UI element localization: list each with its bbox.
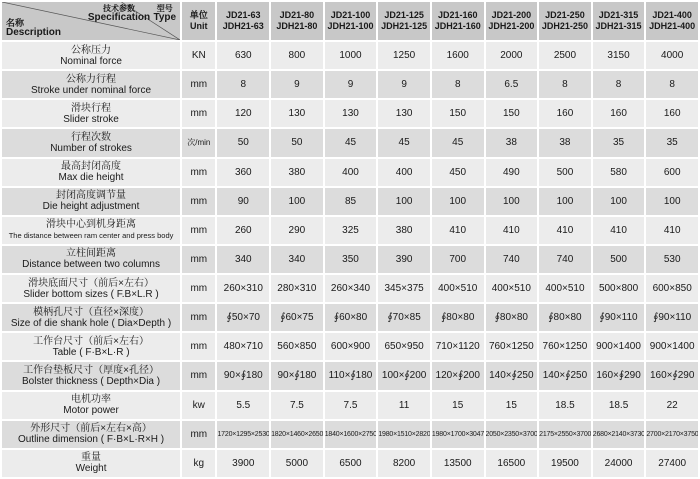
value-cell: 6.5 bbox=[486, 71, 538, 98]
value-cell: 360 bbox=[217, 159, 269, 186]
description-en: Die height adjustment bbox=[42, 201, 140, 213]
row-unit: mm bbox=[182, 304, 215, 331]
value-cell: 2000 bbox=[486, 42, 538, 69]
table-row bbox=[2, 129, 698, 156]
row-description bbox=[2, 217, 180, 244]
row-unit: mm bbox=[182, 188, 215, 215]
value-cell: 410 bbox=[432, 217, 484, 244]
value-cell: 9 bbox=[378, 71, 430, 98]
value-cell: 500×800 bbox=[593, 275, 645, 302]
value-cell: 1600 bbox=[432, 42, 484, 69]
description-cn: 立柱间距离 bbox=[66, 248, 117, 260]
value-cell: 8 bbox=[593, 71, 645, 98]
model-header: JD21-400 JDH21-400 bbox=[646, 2, 698, 40]
value-cell: 400 bbox=[378, 159, 430, 186]
row-description bbox=[2, 333, 180, 360]
value-cell: 100 bbox=[646, 188, 698, 215]
row-unit: 次/min bbox=[182, 129, 215, 156]
description-en: Max die height bbox=[58, 172, 124, 184]
value-cell: 260 bbox=[217, 217, 269, 244]
table-row bbox=[2, 392, 698, 419]
row-description bbox=[2, 188, 180, 215]
type-label: 型号 Type bbox=[153, 4, 177, 23]
value-cell: 130 bbox=[378, 100, 430, 127]
corner-header bbox=[2, 2, 180, 40]
value-cell: 13500 bbox=[432, 450, 484, 477]
row-unit: kg bbox=[182, 450, 215, 477]
description-cn: 重量 bbox=[81, 452, 102, 464]
description-en: Bolster thickness ( Depth×Dia ) bbox=[21, 375, 161, 387]
row-unit: mm bbox=[182, 246, 215, 273]
description-cn: 模柄孔尺寸（直径×深度） bbox=[33, 306, 149, 318]
value-cell: 15 bbox=[432, 392, 484, 419]
table-row bbox=[2, 217, 698, 244]
value-cell: 760×1250 bbox=[539, 333, 591, 360]
value-cell: 140×∮250 bbox=[539, 362, 591, 389]
description-cn: 公称压力 bbox=[71, 44, 112, 56]
row-description bbox=[2, 304, 180, 331]
value-cell: 11 bbox=[378, 392, 430, 419]
row-unit: mm bbox=[182, 71, 215, 98]
value-cell: 8200 bbox=[378, 450, 430, 477]
value-cell: 280×310 bbox=[271, 275, 323, 302]
value-cell: 38 bbox=[539, 129, 591, 156]
description-cn: 滑块底面尺寸（前后×左右） bbox=[28, 277, 154, 289]
value-cell: 100 bbox=[271, 188, 323, 215]
row-description bbox=[2, 275, 180, 302]
value-cell: 400 bbox=[325, 159, 377, 186]
value-cell: 5000 bbox=[271, 450, 323, 477]
description-en: Slider stroke bbox=[63, 113, 119, 125]
value-cell: 100×∮200 bbox=[378, 362, 430, 389]
value-cell: 560×850 bbox=[271, 333, 323, 360]
description-en: Motor power bbox=[63, 405, 119, 417]
value-cell: 900×1400 bbox=[593, 333, 645, 360]
value-cell: 1000 bbox=[325, 42, 377, 69]
value-cell: 380 bbox=[271, 159, 323, 186]
value-cell: 18.5 bbox=[593, 392, 645, 419]
description-label: 名称 Description bbox=[6, 18, 62, 38]
value-cell: 100 bbox=[593, 188, 645, 215]
table-row bbox=[2, 362, 698, 389]
row-description bbox=[2, 392, 180, 419]
unit-header: 单位 Unit bbox=[182, 2, 215, 40]
value-cell: 410 bbox=[646, 217, 698, 244]
value-cell: ∮90×110 bbox=[646, 304, 698, 331]
value-cell: 50 bbox=[271, 129, 323, 156]
value-cell: 110×∮180 bbox=[325, 362, 377, 389]
value-cell: 160×∮290 bbox=[646, 362, 698, 389]
model-header: JD21-100 JDH21-100 bbox=[325, 2, 377, 40]
value-cell: 400×510 bbox=[486, 275, 538, 302]
value-cell: 740 bbox=[486, 246, 538, 273]
value-cell: ∮60×75 bbox=[271, 304, 323, 331]
value-cell: ∮50×70 bbox=[217, 304, 269, 331]
value-cell: 410 bbox=[539, 217, 591, 244]
value-cell: 16500 bbox=[486, 450, 538, 477]
value-cell: 1720×1295×2530 bbox=[217, 421, 269, 448]
value-cell: 1250 bbox=[378, 42, 430, 69]
value-cell: 740 bbox=[539, 246, 591, 273]
value-cell: 700 bbox=[432, 246, 484, 273]
value-cell: 8 bbox=[432, 71, 484, 98]
model-header: JD21-160 JDH21-160 bbox=[432, 2, 484, 40]
value-cell: 290 bbox=[271, 217, 323, 244]
value-cell: 500 bbox=[539, 159, 591, 186]
description-cn: 滑块行程 bbox=[71, 102, 112, 114]
row-description bbox=[2, 421, 180, 448]
row-description bbox=[2, 246, 180, 273]
model-header: JD21-315 JDH21-315 bbox=[593, 2, 645, 40]
description-cn: 外形尺寸（前后×左右×高） bbox=[30, 423, 152, 435]
value-cell: 130 bbox=[325, 100, 377, 127]
table-row bbox=[2, 159, 698, 186]
value-cell: ∮80×80 bbox=[486, 304, 538, 331]
model-header: JD21-250 JDH21-250 bbox=[539, 2, 591, 40]
value-cell: 100 bbox=[486, 188, 538, 215]
value-cell: 390 bbox=[378, 246, 430, 273]
value-cell: 35 bbox=[593, 129, 645, 156]
description-en: Stroke under nominal force bbox=[31, 84, 152, 96]
value-cell: 530 bbox=[646, 246, 698, 273]
value-cell: 160 bbox=[539, 100, 591, 127]
value-cell: 4000 bbox=[646, 42, 698, 69]
value-cell: 150 bbox=[486, 100, 538, 127]
description-en: Nominal force bbox=[60, 55, 122, 67]
value-cell: 760×1250 bbox=[486, 333, 538, 360]
value-cell: 2500 bbox=[539, 42, 591, 69]
row-description bbox=[2, 71, 180, 98]
row-description bbox=[2, 362, 180, 389]
value-cell: 150 bbox=[432, 100, 484, 127]
description-en: Slider bottom sizes ( F.B×L.R ) bbox=[23, 288, 159, 300]
value-cell: 100 bbox=[378, 188, 430, 215]
value-cell: 45 bbox=[378, 129, 430, 156]
value-cell: ∮90×110 bbox=[593, 304, 645, 331]
row-unit: mm bbox=[182, 362, 215, 389]
row-unit: KN bbox=[182, 42, 215, 69]
row-description bbox=[2, 159, 180, 186]
description-en: The distance between ram center and press body bbox=[8, 231, 174, 241]
value-cell: 90×∮180 bbox=[271, 362, 323, 389]
value-cell: 400×510 bbox=[539, 275, 591, 302]
value-cell: 8 bbox=[217, 71, 269, 98]
value-cell: 100 bbox=[432, 188, 484, 215]
value-cell: 8 bbox=[646, 71, 698, 98]
value-cell: 600 bbox=[646, 159, 698, 186]
value-cell: 85 bbox=[325, 188, 377, 215]
value-cell: 600×850 bbox=[646, 275, 698, 302]
value-cell: 340 bbox=[217, 246, 269, 273]
value-cell: 345×375 bbox=[378, 275, 430, 302]
value-cell: 2175×2550×3700 bbox=[539, 421, 591, 448]
value-cell: 9 bbox=[325, 71, 377, 98]
value-cell: 480×710 bbox=[217, 333, 269, 360]
description-cn: 滑块中心到机身距离 bbox=[46, 219, 137, 231]
description-cn: 工作台垫板尺寸（厚度×孔径） bbox=[23, 364, 159, 376]
description-en: Table ( F·B×L·R ) bbox=[52, 346, 130, 358]
row-description bbox=[2, 129, 180, 156]
value-cell: 7.5 bbox=[325, 392, 377, 419]
value-cell: 90 bbox=[217, 188, 269, 215]
value-cell: 2700×2170×3750 bbox=[646, 421, 698, 448]
value-cell: 650×950 bbox=[378, 333, 430, 360]
value-cell: 500 bbox=[593, 246, 645, 273]
value-cell: 160 bbox=[593, 100, 645, 127]
value-cell: 15 bbox=[486, 392, 538, 419]
value-cell: 380 bbox=[378, 217, 430, 244]
value-cell: 1980×1700×3047 bbox=[432, 421, 484, 448]
value-cell: 6500 bbox=[325, 450, 377, 477]
value-cell: 900×1400 bbox=[646, 333, 698, 360]
value-cell: 260×340 bbox=[325, 275, 377, 302]
value-cell: 710×1120 bbox=[432, 333, 484, 360]
value-cell: 45 bbox=[432, 129, 484, 156]
row-unit: mm bbox=[182, 333, 215, 360]
value-cell: 19500 bbox=[539, 450, 591, 477]
value-cell: 50 bbox=[217, 129, 269, 156]
description-en: Number of strokes bbox=[50, 142, 132, 154]
table-row bbox=[2, 71, 698, 98]
value-cell: 450 bbox=[432, 159, 484, 186]
value-cell: 1840×1600×2750 bbox=[325, 421, 377, 448]
value-cell: 7.5 bbox=[271, 392, 323, 419]
value-cell: 130 bbox=[271, 100, 323, 127]
row-unit: mm bbox=[182, 421, 215, 448]
value-cell: 600×900 bbox=[325, 333, 377, 360]
spec-table-body bbox=[2, 42, 698, 477]
value-cell: 400×510 bbox=[432, 275, 484, 302]
model-header: JD21-125 JDH21-125 bbox=[378, 2, 430, 40]
value-cell: 22 bbox=[646, 392, 698, 419]
table-row bbox=[2, 275, 698, 302]
value-cell: 2680×2140×3730 bbox=[593, 421, 645, 448]
table-row bbox=[2, 246, 698, 273]
description-cn: 公称力行程 bbox=[66, 73, 117, 85]
description-en: Outline dimension ( F·B×L·R×H ) bbox=[17, 434, 165, 446]
description-en: Weight bbox=[75, 463, 107, 475]
value-cell: 5.5 bbox=[217, 392, 269, 419]
value-cell: 18.5 bbox=[539, 392, 591, 419]
description-cn: 最高封闭高度 bbox=[61, 161, 122, 173]
value-cell: 340 bbox=[271, 246, 323, 273]
row-description bbox=[2, 450, 180, 477]
value-cell: 24000 bbox=[593, 450, 645, 477]
value-cell: 160×∮290 bbox=[593, 362, 645, 389]
value-cell: ∮80×80 bbox=[539, 304, 591, 331]
value-cell: 160 bbox=[646, 100, 698, 127]
header-row bbox=[2, 2, 698, 40]
value-cell: 3900 bbox=[217, 450, 269, 477]
value-cell: 800 bbox=[271, 42, 323, 69]
model-header: JD21-200 JDH21-200 bbox=[486, 2, 538, 40]
value-cell: 9 bbox=[271, 71, 323, 98]
value-cell: 27400 bbox=[646, 450, 698, 477]
table-row bbox=[2, 333, 698, 360]
row-unit: mm bbox=[182, 159, 215, 186]
value-cell: 35 bbox=[646, 129, 698, 156]
description-en: Size of die shank hole ( Dia×Depth ) bbox=[10, 317, 172, 329]
value-cell: 120 bbox=[217, 100, 269, 127]
value-cell: 630 bbox=[217, 42, 269, 69]
model-header: JD21-80 JDH21-80 bbox=[271, 2, 323, 40]
row-description bbox=[2, 100, 180, 127]
value-cell: 350 bbox=[325, 246, 377, 273]
value-cell: 410 bbox=[593, 217, 645, 244]
row-unit: kw bbox=[182, 392, 215, 419]
value-cell: 1980×1510×2820 bbox=[378, 421, 430, 448]
value-cell: 260×310 bbox=[217, 275, 269, 302]
value-cell: 140×∮250 bbox=[486, 362, 538, 389]
row-unit: mm bbox=[182, 217, 215, 244]
spec-label: 技术参数 Specification bbox=[87, 4, 151, 23]
table-row bbox=[2, 188, 698, 215]
value-cell: 410 bbox=[486, 217, 538, 244]
value-cell: 120×∮200 bbox=[432, 362, 484, 389]
description-en: Distance between two columns bbox=[22, 259, 160, 271]
description-cn: 工作台尺寸（前后×左右） bbox=[33, 335, 149, 347]
value-cell: 325 bbox=[325, 217, 377, 244]
value-cell: 3150 bbox=[593, 42, 645, 69]
value-cell: 38 bbox=[486, 129, 538, 156]
value-cell: ∮60×80 bbox=[325, 304, 377, 331]
value-cell: 580 bbox=[593, 159, 645, 186]
value-cell: 2050×2350×3700 bbox=[486, 421, 538, 448]
row-unit: mm bbox=[182, 275, 215, 302]
value-cell: 1820×1460×2650 bbox=[271, 421, 323, 448]
row-description bbox=[2, 42, 180, 69]
table-row bbox=[2, 42, 698, 69]
row-unit: mm bbox=[182, 100, 215, 127]
value-cell: 90×∮180 bbox=[217, 362, 269, 389]
value-cell: ∮70×85 bbox=[378, 304, 430, 331]
table-row bbox=[2, 450, 698, 477]
value-cell: ∮80×80 bbox=[432, 304, 484, 331]
description-cn: 行程次数 bbox=[71, 131, 112, 143]
table-row bbox=[2, 421, 698, 448]
description-cn: 封闭高度调节量 bbox=[56, 190, 127, 202]
model-header: JD21-63 JDH21-63 bbox=[217, 2, 269, 40]
value-cell: 490 bbox=[486, 159, 538, 186]
value-cell: 45 bbox=[325, 129, 377, 156]
description-cn: 电机功率 bbox=[71, 394, 112, 406]
value-cell: 100 bbox=[539, 188, 591, 215]
table-row bbox=[2, 100, 698, 127]
value-cell: 8 bbox=[539, 71, 591, 98]
table-row bbox=[2, 304, 698, 331]
